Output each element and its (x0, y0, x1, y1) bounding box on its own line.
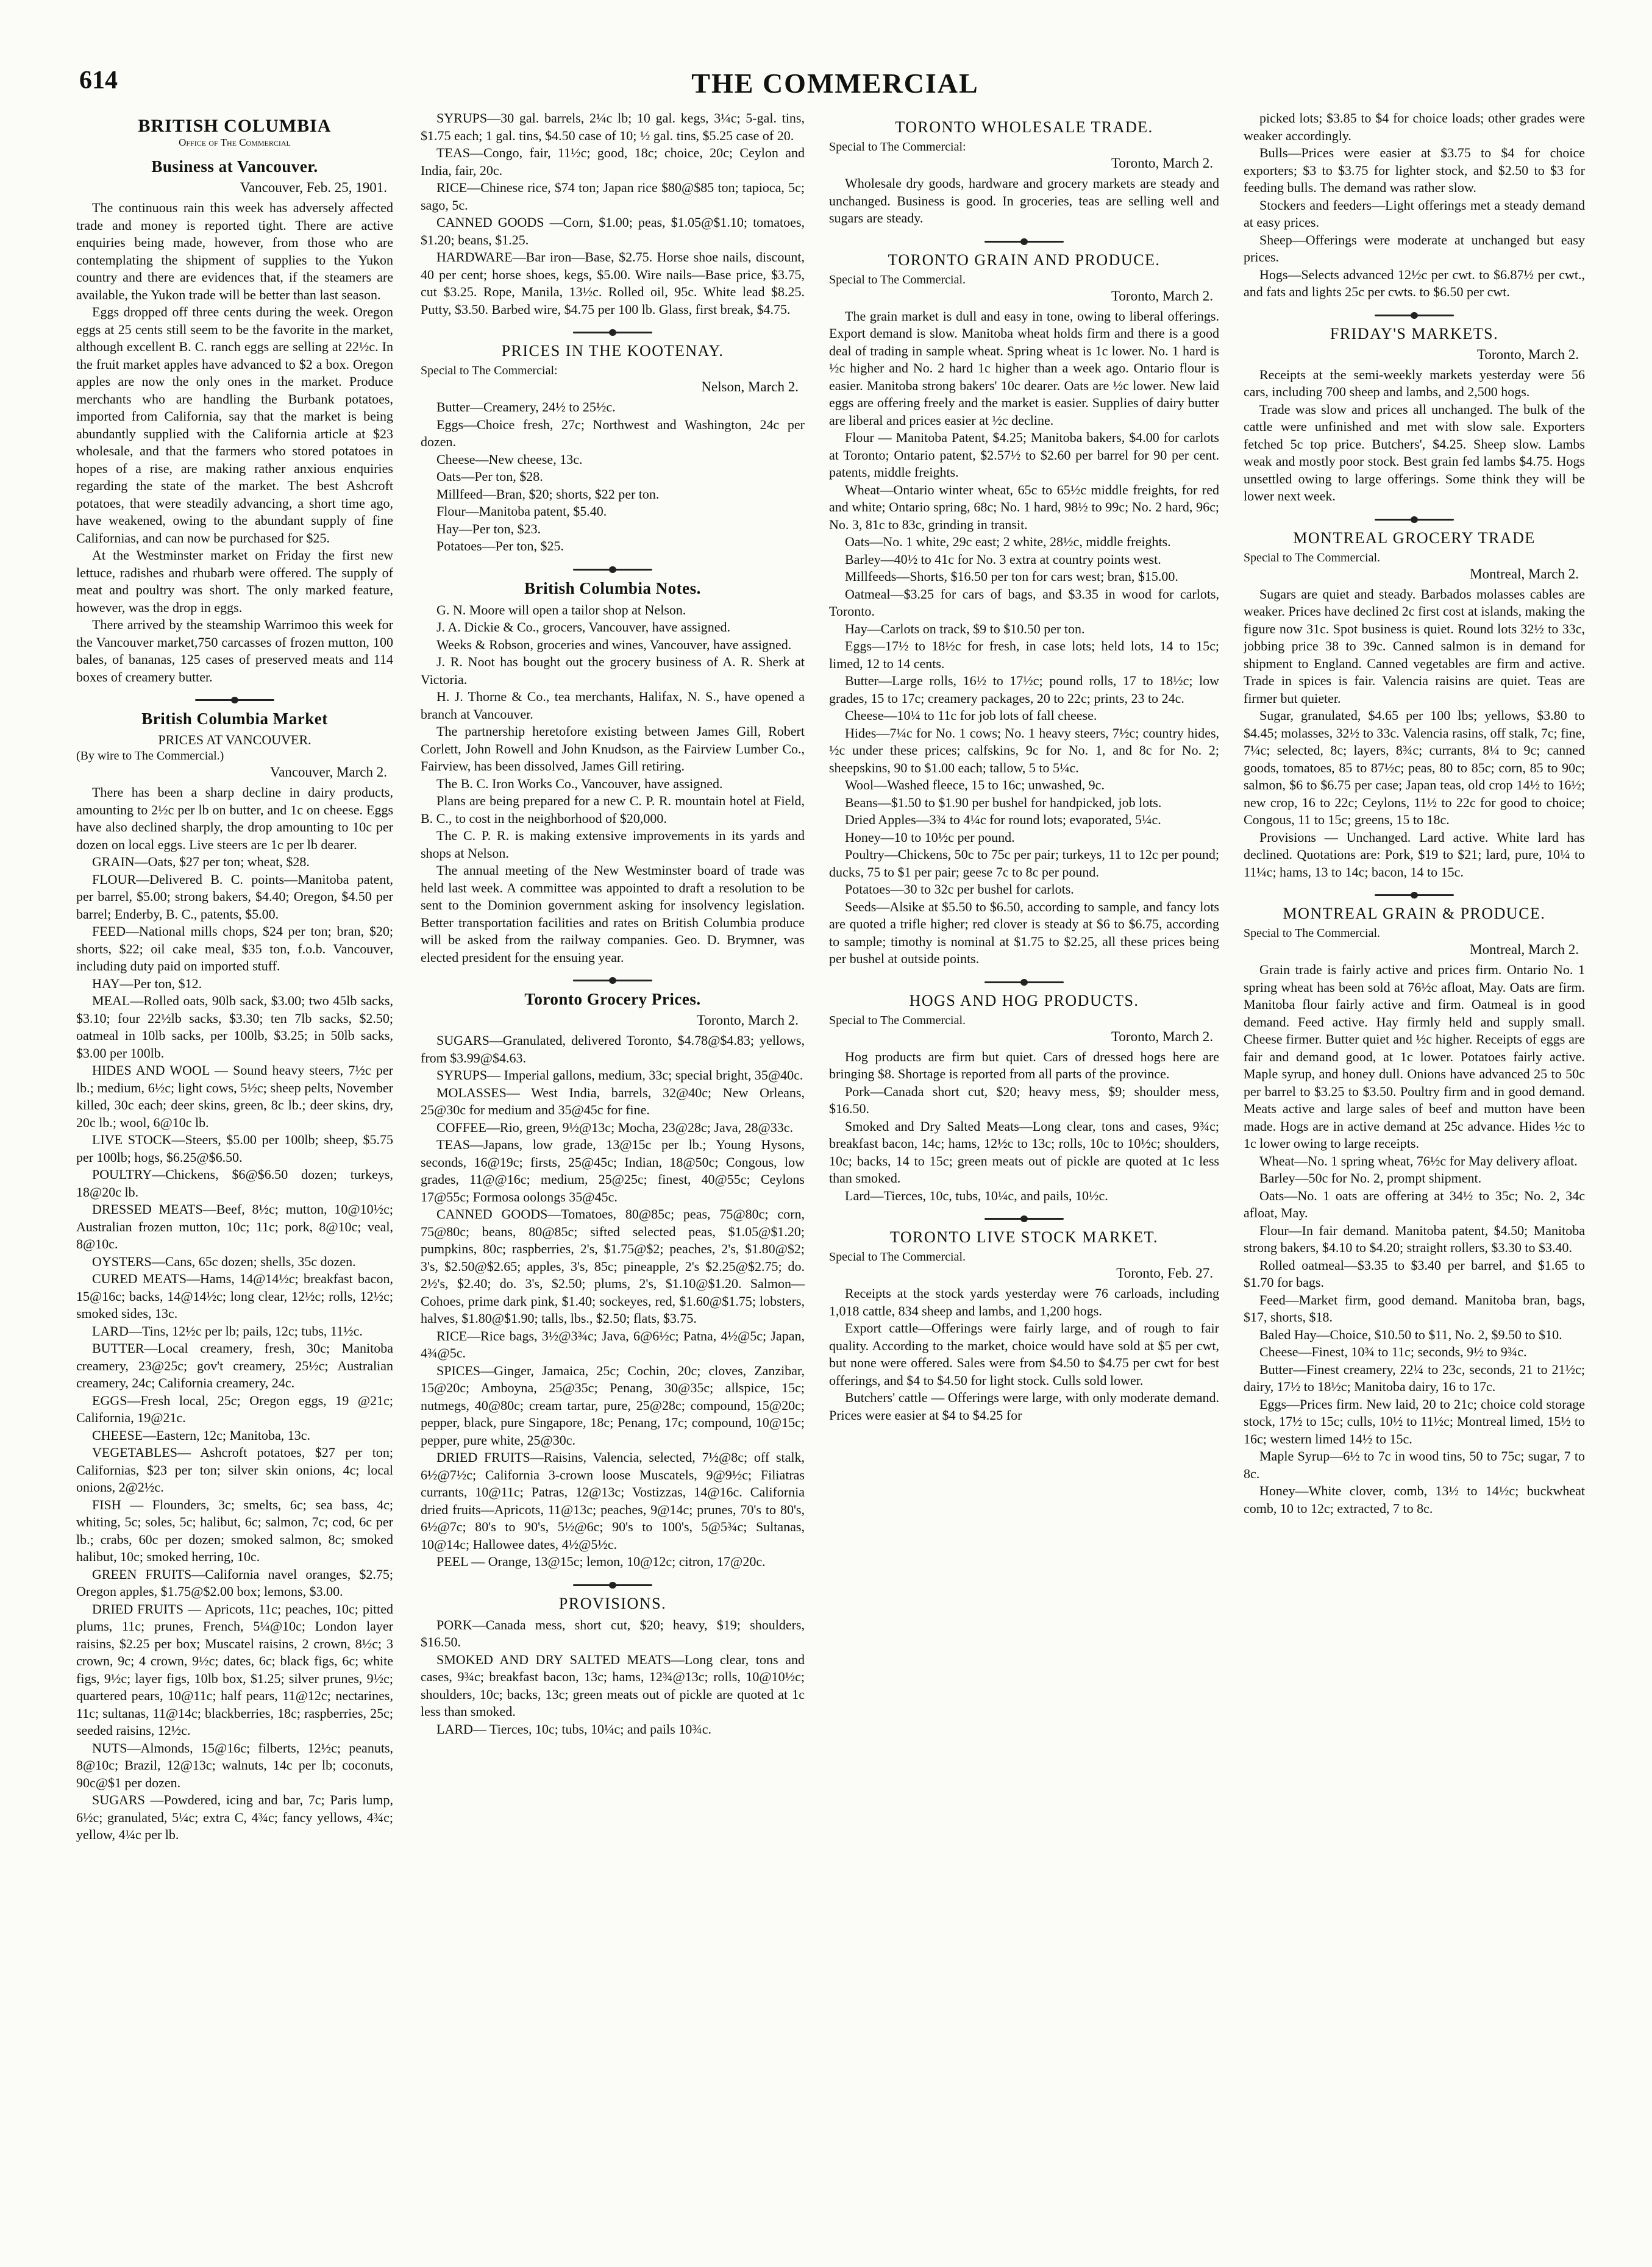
article-paragraph: Eggs dropped off three cents during the week. Oregon eggs at 25 cents still seem to be the favorite in the market, although excellent B. C. ranch eggs are selling at 22½c. In the fruit market apples have advanced to $2 a box. Oregon apples are now the only ones in the market. Produce merchants who are handling the Burbank potatoes, imported from California, say that the market is being abundantly supplied with the California article at $23 wholesale, and that the farmers who stored potatoes in hopes of a rise, are making rather anxious enquiries regarding the state of the market. The best Ashcroft potatoes, that were steadily advancing, a short time ago, have weakened, owing to the abundant supply of fine Californias, and can now be purchased for $25. (76, 304, 393, 546)
article-headline: Toronto Grocery Prices. (524, 990, 701, 1008)
article-paragraph: Butter—Large rolls, 16½ to 17½c; pound rolls, 17 to 18½c; low grades, 15 to 17c; creamery packages, 20 to 22c; prints, 23 to 24c. (829, 673, 1219, 706)
article-paragraph: Stockers and feeders—Light offerings met a steady demand at easy prices. (1244, 197, 1585, 230)
article-paragraph: HIDES AND WOOL — Sound heavy steers, 7½c per lb.; medium, 6½c; light cows, 5½c; sheep pelts, November killed, 30c each; deer skins, green, 8c lb.; deer skins, dry, 20c lb.; wool, 6@10c lb. (76, 1062, 393, 1130)
article-paragraph: TEAS—Congo, fair, 11½c; good, 18c; choice, 20c; Ceylon and India, fair, 20c. (421, 145, 805, 178)
article (76, 157, 393, 686)
article-headline: PROVISIONS. (558, 1594, 667, 1612)
article-credit: Special to The Commercial: (829, 140, 966, 154)
article-paragraph: Dried Apples—3¾ to 4¼c for round lots; evaporated, 5¼c. (845, 812, 1161, 827)
article-paragraph: Millfeed—Bran, $20; shorts, $22 per ton. (436, 486, 660, 502)
article-paragraph: Honey—White clover, comb, 13½ to 14½c; buckwheat comb, 10 to 12c; extracted, 7 to 8c. (1244, 1483, 1585, 1516)
article (829, 981, 1219, 1205)
article-paragraph: CURED MEATS—Hams, 14@14½c; breakfast bacon, 15@16c; backs, 14@14½c; long clear, 12½c; rolls, 12½c; smoked sides, 13c. (76, 1271, 393, 1321)
article-headline: PRICES IN THE KOOTENAY. (501, 342, 724, 360)
article-dateline: Montreal, March 2. (1470, 566, 1579, 582)
article-paragraph: The C. P. R. is making extensive improvements in its yards and shops at Nelson. (421, 828, 805, 861)
article-dateline: Toronto, March 2. (1111, 1028, 1213, 1044)
article-headline: MONTREAL GROCERY TRADE (1293, 528, 1536, 547)
article-headline: TORONTO GRAIN AND PRODUCE. (888, 251, 1161, 269)
article-paragraph: Cheese—Finest, 10¾ to 11c; seconds, 9½ to 9¾c. (1259, 1344, 1527, 1359)
column-4 (1244, 110, 1585, 1531)
column-rule (573, 332, 652, 333)
article-paragraph: Maple Syrup—6½ to 7c in wood tins, 50 to 75c; sugar, 7 to 8c. (1244, 1448, 1585, 1481)
column-rule (573, 569, 652, 571)
article-paragraph: picked lots; $3.85 to $4 for choice loads; other grades were weaker accordingly. (1244, 110, 1585, 143)
article-paragraph: HARDWARE—Bar iron—Base, $2.75. Horse shoe nails, discount, 40 per cent; horse shoes, kegs, $5.00. Wire nails—Base price, $3.75, cut $3.25. Rope, Manila, 13½c. Rolled oil, 95c. White lead $8.25. Putty, $3.50. Barbed wire, $4.75 per 100 lb. Glass, first break, $4.75. (421, 249, 805, 317)
article-paragraph: There has been a sharp decline in dairy products, amounting to 2½c per lb on butter, and 1c on cheese. Eggs have also declined sharply, the drop amounting to 10c per dozen on local eggs. Live steers are 1c per lb dearer. (76, 785, 393, 852)
article-paragraph: Butter—Finest creamery, 22¼ to 23c, seconds, 21 to 21½c; dairy, 17½ to 18½c; Manitoba dairy, 16 to 17c. (1244, 1361, 1585, 1394)
article-headline: British Columbia Market (141, 710, 328, 728)
article-headline: FRIDAY'S MARKETS. (1330, 324, 1499, 343)
article-paragraph: CANNED GOODS—Tomatoes, 80@85c; peas, 75@80c; corn, 75@80c; beans, 80@85c; sifted selected peas, $1.05@$1.20; pumpkins, 80c; raspberries, 2's, $1.75@$2; peaches, 2's, $1.80@$2; 3's, $2.50@$2.65; apples, 3's, 85c; pineapple, 2's $2.25@$2.75; do. 2½'s, $2.40; do. 3's, $2.50; plums, 2's, $1.10@$1.20. Salmon—Cohoes, prime dark pink, $1.40; sockeyes, red, $1.60@$1.75; lobsters, halves, $1.80@$1.90; talls, lbs., $2.50; flats, $3.75. (421, 1206, 805, 1326)
article-paragraph: MOLASSES— West India, barrels, 32@40c; New Orleans, 25@30c for medium and 35@45c for fine. (421, 1084, 805, 1117)
article (1244, 519, 1585, 881)
column-rule (984, 241, 1064, 243)
article-paragraph: The partnership heretofore existing between James Gill, Robert Corlett, John Rowell and John Knudson, as the Fairview Lumber Co., Fairview, has been dissolved, James Gill retiring. (421, 724, 805, 774)
article-paragraph: Weeks & Robson, groceries and wines, Vancouver, have assigned. (436, 636, 792, 652)
article-paragraph: Barley—50c for No. 2, prompt shipment. (1259, 1170, 1482, 1186)
article-paragraph: Wholesale dry goods, hardware and grocery markets are steady and unchanged. Business is good. In groceries, teas are selling well and sugars are steady. (829, 176, 1219, 226)
article-credit: Special to The Commercial. (1244, 550, 1381, 564)
department-title: BRITISH COLUMBIA (138, 116, 332, 136)
article-paragraph: Flour—In fair demand. Manitoba patent, $4.50; Manitoba strong bakers, $4.10 to $4.20; straight rollers, $3.30 to $3.40. (1244, 1222, 1585, 1255)
article (829, 241, 1219, 968)
article-paragraph: Sugar, granulated, $4.65 per 100 lbs; yellows, $3.80 to $4.45; molasses, 32½ to 33c. Valencia rasins, off stalk, 7c; fine, 7¼c; selected, 8c; layers, 8¾c; currants, 8¼ to 9c; canned goods, tomatoes, 85 to 87½c; peas, 80 to 85c; corn, 85 to 90c; salmon, $6 to $6.75 per case; Japan teas, old crop 14½ to 16½; new crop, 16 to 22c; Ceylons, 11½ to 22c for good to choice; Congous, 11 to 15c; greens, 15 to 18c. (1244, 708, 1585, 827)
article-paragraph: HAY—Per ton, $12. (92, 975, 202, 991)
article-headline: HOGS AND HOG PRODUCTS. (909, 991, 1139, 1009)
article-dateline: Toronto, March 2. (696, 1012, 799, 1028)
article-dateline: Vancouver, Feb. 25, 1901. (240, 180, 387, 195)
article (421, 980, 805, 1571)
article-paragraph: SPICES—Ginger, Jamaica, 25c; Cochin, 20c; cloves, Zanzibar, 15@20c; Amboyna, 25@35c; Penang, 30@35c; allspice, 15c; nutmegs, 40@80c; cream tartar, pure, 25@28c; compound, 15@20c; pepper, black, pure Singapore, 18c; Penang, 17c; compound, 10@15c; pepper, pure white, 25@30c. (421, 1362, 805, 1448)
article-paragraph: PEEL — Orange, 13@15c; lemon, 10@12c; citron, 17@20c. (436, 1554, 766, 1569)
article-headline: TORONTO WHOLESALE TRADE. (895, 118, 1153, 136)
article-paragraph: Bulls—Prices were easier at $3.75 to $4 for choice exporters; $3 to $3.75 for lighter stock, and $2.50 to $3 for feeding bulls. The demand was rather slow. (1244, 145, 1585, 195)
article-paragraph: RICE—Rice bags, 3½@3¾c; Java, 6@6½c; Patna, 4½@5c; Japan, 4¾@5c. (421, 1328, 805, 1361)
article-paragraph: COFFEE—Rio, green, 9½@13c; Mocha, 23@28c; Java, 28@33c. (436, 1119, 794, 1135)
article-paragraph: Baled Hay—Choice, $10.50 to $11, No. 2, $9.50 to $10. (1259, 1326, 1562, 1342)
article-paragraph: Hides—7¼c for No. 1 cows; No. 1 heavy steers, 7½c; country hides, ½c under these prices; calfskins, 9c for No. 1, and 8c for No. 2; sheepskins, 90 to $1.00 each; tallow, 5 to 5¼c. (829, 725, 1219, 775)
article-paragraph: The B. C. Iron Works Co., Vancouver, have assigned. (436, 775, 723, 791)
article-paragraph: CHEESE—Eastern, 12c; Manitoba, 13c. (92, 1427, 311, 1443)
article (76, 699, 393, 1844)
column-rule (573, 1584, 652, 1586)
department-subtitle: Office of The Commercial (179, 137, 291, 148)
article-paragraph: Potatoes—Per ton, $25. (436, 538, 564, 553)
article-paragraph: SMOKED AND DRY SALTED MEATS—Long clear, tons and cases, 9¾c; breakfast bacon, 13c; hams, 12¾@13c; rolls, 10@10½c; shoulders, 10c; backs, 13c; green meats out of pickle are quoted at 1c less than smoked. (421, 1651, 805, 1719)
article-paragraph: Smoked and Dry Salted Meats—Long clear, tons and cases, 9¾c; breakfast bacon, 14c; hams, 12½c to 13c; rolls, 10c to 10½c; shoulders, 10c; backs, 14 to 15c; green meats out of pickle are quoted at 1c less than smoked. (829, 1118, 1219, 1186)
column-rule (1375, 315, 1454, 316)
article-paragraph: Honey—10 to 10½c per pound. (845, 829, 1015, 845)
article-paragraph: Flour—Manitoba patent, $5.40. (436, 504, 607, 519)
column-rule (984, 1218, 1064, 1220)
article-paragraph: Wheat—No. 1 spring wheat, 76½c for May delivery afloat. (1259, 1153, 1578, 1169)
article-subheadline: PRICES AT VANCOUVER. (158, 732, 312, 747)
article-paragraph: Hog products are firm but quiet. Cars of dressed hogs here are bringing $8. Shortage is reported from all parts of the province. (829, 1048, 1219, 1081)
article-paragraph: Receipts at the semi-weekly markets yesterday were 56 cars, including 700 sheep and lambs, and 2,500 hogs. (1244, 366, 1585, 399)
article-paragraph: G. N. Moore will open a tailor shop at Nelson. (436, 602, 686, 617)
column-1 (76, 110, 393, 1857)
article-paragraph: GRAIN—Oats, $27 per ton; wheat, $28. (92, 854, 310, 869)
article-paragraph: Sugars are quiet and steady. Barbados molasses cables are weaker. Prices have declined 2c first cost at islands, making the figure now 31c. Spot business is quiet. Round lots 32½ to 33c, jobbing price 38 to 39c. Canned salmon is in demand for shipment to England. Canned vegetables are firm and active. Trade in spices is fair. Valencia raisins are quiet. Teas are firmer but quieter. (1244, 586, 1585, 706)
article-paragraph: GREEN FRUITS—California navel oranges, $2.75; Oregon apples, $1.75@$2.00 box; lemons, $3.00. (76, 1566, 393, 1599)
article-headline: MONTREAL GRAIN & PRODUCE. (1283, 905, 1546, 922)
article-paragraph: SYRUPS— Imperial gallons, medium, 33c; special bright, 35@40c. (436, 1067, 803, 1083)
article-paragraph: Butchers' cattle — Offerings were large, with only moderate demand. Prices were easier at $4 to $4.25 for (829, 1390, 1219, 1423)
article-paragraph: Oats—Per ton, $28. (436, 469, 543, 484)
article-paragraph: Plans are being prepared for a new C. P. R. mountain hotel at Field, B. C., to cost in the neighborhood of $20,000. (421, 793, 805, 826)
article-paragraph: EGGS—Fresh local, 25c; Oregon eggs, 19 @21c; California, 19@21c. (76, 1392, 393, 1425)
article-credit: Special to The Commercial. (829, 1250, 966, 1264)
article-paragraph: Poultry—Chickens, 50c to 75c per pair; turkeys, 11 to 12c per pound; ducks, 75 to $1 per pair; geese 7c to 8c per pound. (829, 847, 1219, 880)
article (829, 118, 1219, 227)
column-rule (573, 980, 652, 981)
article-dateline: Montreal, March 2. (1470, 942, 1579, 957)
article-paragraph: VEGETABLES— Ashcroft potatoes, $27 per ton; Californias, $23 per ton; silver skin onions, 4c; local onions, 2@2½c. (76, 1445, 393, 1495)
article-paragraph: SYRUPS—30 gal. barrels, 2¼c lb; 10 gal. kegs, 3¼c; 5-gal. tins, $1.75 each; 1 gal. tins, $4.50 case of 10; ½ gal. tins, $5.25 case of 20. (421, 110, 805, 143)
article-paragraph: Receipts at the stock yards yesterday were 76 carloads, including 1,018 cattle, 834 sheep and lambs, and 1,200 hogs. (829, 1286, 1219, 1319)
article-dateline: Nelson, March 2. (701, 379, 799, 394)
article-paragraph: Sheep—Offerings were moderate at unchanged but easy prices. (1244, 232, 1585, 265)
column-rule (984, 981, 1064, 983)
article (829, 1218, 1219, 1424)
article-paragraph: Hay—Per ton, $23. (436, 521, 541, 536)
article-paragraph: TEAS—Japans, low grade, 13@15c per lb.; Young Hysons, seconds, 16@19c; firsts, 25@45c; Indian, 18@50c; Congous, low grades, 11@@16c; medium, 25@25c; finest, 40@55c; Ceylons 17@55c; Formosa oolongs 35@45c. (421, 1137, 805, 1205)
article-paragraph: BUTTER—Local creamery, fresh, 30c; Manitoba creamery, 23@25c; gov't creamery, 25½c; Australian creamery, 24c; California creamery, 24c. (76, 1340, 393, 1390)
article-credit: Special to The Commercial: (421, 364, 558, 377)
article-paragraph: The annual meeting of the New Westminster board of trade was held last week. A committee was appointed to draft a resolution to be sent to the Dominion government asking for insolvency legislation. Better transportation facilities and rates on British Columbia produce will be asked from the railway companies. Geo. D. Brymner, was elected president for the ensuing year. (421, 863, 805, 965)
article-paragraph: NUTS—Almonds, 15@16c; filberts, 12½c; peanuts, 8@10c; Brazil, 12@13c; walnuts, 14c per lb; coconuts, 90c@$1 per dozen. (76, 1740, 393, 1790)
article-paragraph: Oats—No. 1 oats are offering at 34½ to 35c; No. 2, 34c afloat, May. (1244, 1187, 1585, 1220)
article-paragraph: The grain market is dull and easy in tone, owing to liberal offerings. Export demand is slow. Manitoba wheat holds firm and there is a good deal of trading in sample wheat. Spring wheat is 1c lower. No. 1 hard is ½c higher and No. 2 hard 1c higher than a week ago. Ontario flour is easier. Manitoba strong bakers' 10c dearer. Oats are ½c lower. New laid eggs are offering freely and the market is easier. Supplies of dairy butter are liberal and prices easier at ½c decline. (829, 308, 1219, 428)
article-paragraph: Flour — Manitoba Patent, $4.25; Manitoba bakers, $4.00 for carlots at Toronto; Ontario patent, $2.57½ to $2.60 per barrel for 90 per cent. patents, middle freights. (829, 430, 1219, 480)
article-paragraph: LIVE STOCK—Steers, $5.00 per 100lb; sheep, $5.75 per 100lb; hogs, $6.25@$6.50. (76, 1132, 393, 1165)
article-paragraph: Oats—No. 1 white, 29c east; 2 white, 28½c, middle freights. (845, 534, 1171, 549)
article-paragraph: Cheese—10¼ to 11c for job lots of fall cheese. (845, 708, 1097, 723)
article-paragraph: MEAL—Rolled oats, 90lb sack, $3.00; two 45lb sacks, $3.10; four 22½lb sacks, $3.30; ten 7lb sacks, $2.50; oatmeal in 10lb sacks, per 100lb, $3.25; in 50lb sacks, $3.00 per 100lb. (76, 993, 393, 1061)
article-paragraph: LARD— Tierces, 10c; tubs, 10¼c; and pails 10¾c. (436, 1721, 711, 1737)
article-paragraph: Oatmeal—$3.25 for cars of bags, and $3.35 in wood for carlots, Toronto. (829, 586, 1219, 619)
article-paragraph: Barley—40½ to 41c for No. 3 extra at country points west. (845, 551, 1161, 567)
article-paragraph: Hay—Carlots on track, $9 to $10.50 per ton. (845, 621, 1085, 636)
article-paragraph: At the Westminster market on Friday the first new lettuce, radishes and rhubarb were offered. The supply of meat and poultry was short. The only marked feature, however, was the drop in eggs. (76, 547, 393, 615)
article-paragraph: PORK—Canada mess, short cut, $20; heavy, $19; shoulders, $16.50. (421, 1617, 805, 1650)
article-paragraph: Potatoes—30 to 32c per bushel for carlots. (845, 881, 1074, 897)
article (1244, 894, 1585, 1517)
article-paragraph: Trade was slow and prices all unchanged. The bulk of the cattle were unfinished and met with slow sale. Exporters fetched 5c top price. Butchers', $4.25. Sheep slow. Lambs weak and mostly poor stock. Best grain fed lambs $4.75. Hogs unsettled owing to large offerings. Some think they will be lower next week. (1244, 401, 1585, 504)
article-paragraph: Export cattle—Offerings were fairly large, and of rough to fair quality. According to the market, choice would have sold at $5 per cwt, but none were offered. Sales were from $4.50 to $4.75 per cwt for best offerings, and $4 to $4.50 for light stock. Culls sold lower. (829, 1320, 1219, 1388)
article-paragraph: FEED—National mills chops, $24 per ton; bran, $20; shorts, $22; oil cake meal, $35 ton, f.o.b. Vancouver, including duty paid on imported stuff. (76, 924, 393, 973)
column-rule (195, 699, 274, 701)
article-paragraph: Pork—Canada short cut, $20; heavy mess, $9; shoulder mess, $16.50. (829, 1083, 1219, 1116)
article-paragraph: SUGARS —Powdered, icing and bar, 7c; Paris lump, 6½c; granulated, 5¼c; extra C, 4¾c; fancy yellows, 4¾c; yellow, 4¼c per lb. (76, 1792, 393, 1842)
article-paragraph: FLOUR—Delivered B. C. points—Manitoba patent, per barrel, $5.00; strong bakers, $4.40; Oregon, $4.50 per barrel; Enderby, B. C., patents, $5.00. (76, 871, 393, 922)
article-paragraph: Wheat—Ontario winter wheat, 65c to 65½c middle freights, for red and white; Ontario spring, 68c; No. 1 hard, 98½ to 99c; No. 2 hard, 96c; No. 3, 81c to 83c, grinding in transit. (829, 482, 1219, 532)
page-number: 614 (79, 66, 118, 94)
article-paragraph: LARD—Tins, 12½c per lb; pails, 12c; tubs, 11½c. (92, 1323, 363, 1339)
article-paragraph: J. R. Noot has bought out the grocery business of A. R. Sherk at Victoria. (421, 654, 805, 687)
article-dateline: Vancouver, March 2. (270, 764, 387, 780)
column-3 (829, 110, 1219, 1437)
article-dateline: Toronto, March 2. (1111, 288, 1213, 304)
article-headline: British Columbia Notes. (524, 578, 701, 597)
article-paragraph: H. J. Thorne & Co., tea merchants, Halifax, N. S., have opened a branch at Vancouver. (421, 689, 805, 722)
article-paragraph: FISH — Flounders, 3c; smelts, 6c; sea bass, 4c; whiting, 5c; soles, 5c; halibut, 6c; salmon, 7c; cod, 6c per lb.; crabs, 60c per dozen; smoked salmon, 8c; smoked halibut, 10c; smoked herring, 10c. (76, 1497, 393, 1564)
masthead: THE COMMERCIAL (691, 68, 979, 99)
article-headline: Business at Vancouver. (151, 157, 318, 176)
article-paragraph: Seeds—Alsike at $5.50 to $6.50, according to sample, and fancy lots are quoted a trifle higher; red clover is steady at $6 to $6.75, according to sample; timothy is nominal at $1.75 to $2.25, all these prices being per bushel at outside points. (829, 899, 1219, 966)
column-rule (1375, 894, 1454, 896)
article-paragraph: Grain trade is fairly active and prices firm. Ontario No. 1 spring wheat has been sold at 76½c afloat, May. Oats are firm. Manitoba flour fairly active and firm. Oatmeal is in good demand. Feed active. Hay firmly held and supply small. Cheese firmer. Butter quiet and ½c higher. Receipts of eggs are fair and demand good, at 1c lower. Potatoes fairly active. Maple syrup, and honey dull. Onions have advanced 25 to 50c per barrel to $3.25 to $3.50. Poultry firm and in good demand. Meats active and large sales of beef and mutton have been made. Hogs are in active demand at 25c advance. Hides ½c to 1c lower owing to large receipts. (1244, 962, 1585, 1151)
article-paragraph: Beans—$1.50 to $1.90 per bushel for handpicked, job lots. (845, 794, 1162, 810)
article-paragraph: Eggs—17½ to 18½c for fresh, in case lots; held lots, 14 to 15c; limed, 12 to 14 cents. (829, 638, 1219, 671)
article-paragraph: DRIED FRUITS—Raisins, Valencia, selected, 7½@8c; off stalk, 6½@7½c; California 3-crown loose Muscatels, 9@9½c; Filiatras currants, 10@11c; Patras, 12@13c; Vostizzas, 14@16c. California dried fruits—Apricots, 11@13c; peaches, 9@14c; prunes, 70's to 80's, 6½@7c; 80's to 90's, 5½@6c; 90's to 100's, 5@5¾c; Sultanas, 10@14c; Hallowee dates, 4½@5½c. (421, 1450, 805, 1552)
article-paragraph: DRIED FRUITS — Apricots, 11c; peaches, 10c; pitted plums, 11c; prunes, French, 5¼@10c; London layer raisins, $2.25 per box; Muscatel raisins, 2 crown, 8½c; 3 crown, 9c; 4 crown, 9½c; dates, 6c; black figs, 6c; white figs, 9½c; layer figs, 10lb box, $1.25; silver prunes, 9½c; quartered pears, 10@11c; half pears, 11@12c; nectarines, 11c; sultanas, 11@14c; blackberries, 18c; raspberries, 25c; seeded raisins, 12½c. (76, 1601, 393, 1738)
article-paragraph: Provisions — Unchanged. Lard active. White lard has declined. Quotations are: Pork, $19 to $21; lard, pure, 10¼ to 11¼c; hams, 13 to 14c; bacon, 14 to 15c. (1244, 829, 1585, 880)
column-rule (1375, 519, 1454, 521)
article-paragraph: J. A. Dickie & Co., grocers, Vancouver, have assigned. (436, 619, 730, 635)
article-credit: Special to The Commercial. (1244, 927, 1381, 940)
article-paragraph: DRESSED MEATS—Beef, 8½c; mutton, 10@10½c; Australian frozen mutton, 10c; 11c; pork, 8@10c; veal, 8@10c. (76, 1201, 393, 1251)
article-paragraph: Cheese—New cheese, 13c. (436, 451, 583, 467)
article (421, 110, 805, 318)
article-credit: Special to The Commercial. (829, 272, 966, 286)
article-paragraph: CANNED GOODS —Corn, $1.00; peas, $1.05@$1.10; tomatoes, $1.20; beans, $1.25. (421, 215, 805, 247)
article (421, 569, 805, 967)
article (421, 332, 805, 555)
article-dateline: Toronto, March 2. (1476, 346, 1579, 362)
article-paragraph: The continuous rain this week has adversely affected trade and money is reported tight. There are active enquiries being made, however, from those who are contemplating the shipment of supplies to the Yukon country and there are evidences that, if the steamers are available, the Yukon trade will be better than last season. (76, 200, 393, 302)
article-dateline: Toronto, Feb. 27. (1116, 1265, 1213, 1281)
article-paragraph: Eggs—Choice fresh, 27c; Northwest and Washington, 24c per dozen. (421, 416, 805, 449)
article-paragraph: POULTRY—Chickens, $6@$6.50 dozen; turkeys, 18@20c lb. (76, 1167, 393, 1200)
article-paragraph: Rolled oatmeal—$3.35 to $3.40 per barrel, and $1.65 to $1.70 for bags. (1244, 1257, 1585, 1290)
article-paragraph: Lard—Tierces, 10c, tubs, 10¼c, and pails, 10½c. (845, 1187, 1108, 1203)
article-headline: TORONTO LIVE STOCK MARKET. (889, 1228, 1159, 1246)
article-paragraph: Eggs—Prices firm. New laid, 20 to 21c; choice cold storage stock, 17½ to 15c; culls, 10½ to 11½c; Montreal limed, 15½ to 16c; western limed 14½ to 15c. (1244, 1396, 1585, 1447)
article-paragraph: Feed—Market firm, good demand. Manitoba bran, bags, $17, shorts, $18. (1244, 1292, 1585, 1325)
article-dateline: Toronto, March 2. (1111, 155, 1213, 171)
article-credit: (By wire to The Commercial.) (76, 749, 224, 763)
column-2 (421, 110, 805, 1751)
article (1244, 110, 1585, 301)
article-paragraph: There arrived by the steamship Warrimoo this week for the Vancouver market,750 carcasses of frozen mutton, 100 bales, of bananas, 125 cases of preserved meats and 114 boxes of creamery butter. (76, 617, 393, 685)
article-paragraph: Millfeeds—Shorts, $16.50 per ton for cars west; bran, $15.00. (845, 569, 1178, 584)
article-paragraph: RICE—Chinese rice, $74 ton; Japan rice $80@$85 ton; tapioca, 5c; sago, 5c. (421, 180, 805, 213)
article (421, 1584, 805, 1739)
article-credit: Special to The Commercial. (829, 1013, 966, 1027)
article-paragraph: SUGARS—Granulated, delivered Toronto, $4.78@$4.83; yellows, from $3.99@$4.63. (421, 1033, 805, 1066)
article-paragraph: Hogs—Selects advanced 12½c per cwt. to $6.87½ per cwt., and fats and lights 25c per cwts. to $6.50 per cwt. (1244, 266, 1585, 299)
article-paragraph: OYSTERS—Cans, 65c dozen; shells, 35c dozen. (92, 1253, 356, 1269)
article-paragraph: Wool—Washed fleece, 15 to 16c; unwashed, 9c. (845, 777, 1105, 792)
article (1244, 315, 1585, 505)
article-paragraph: Butter—Creamery, 24½ to 25½c. (436, 399, 616, 415)
